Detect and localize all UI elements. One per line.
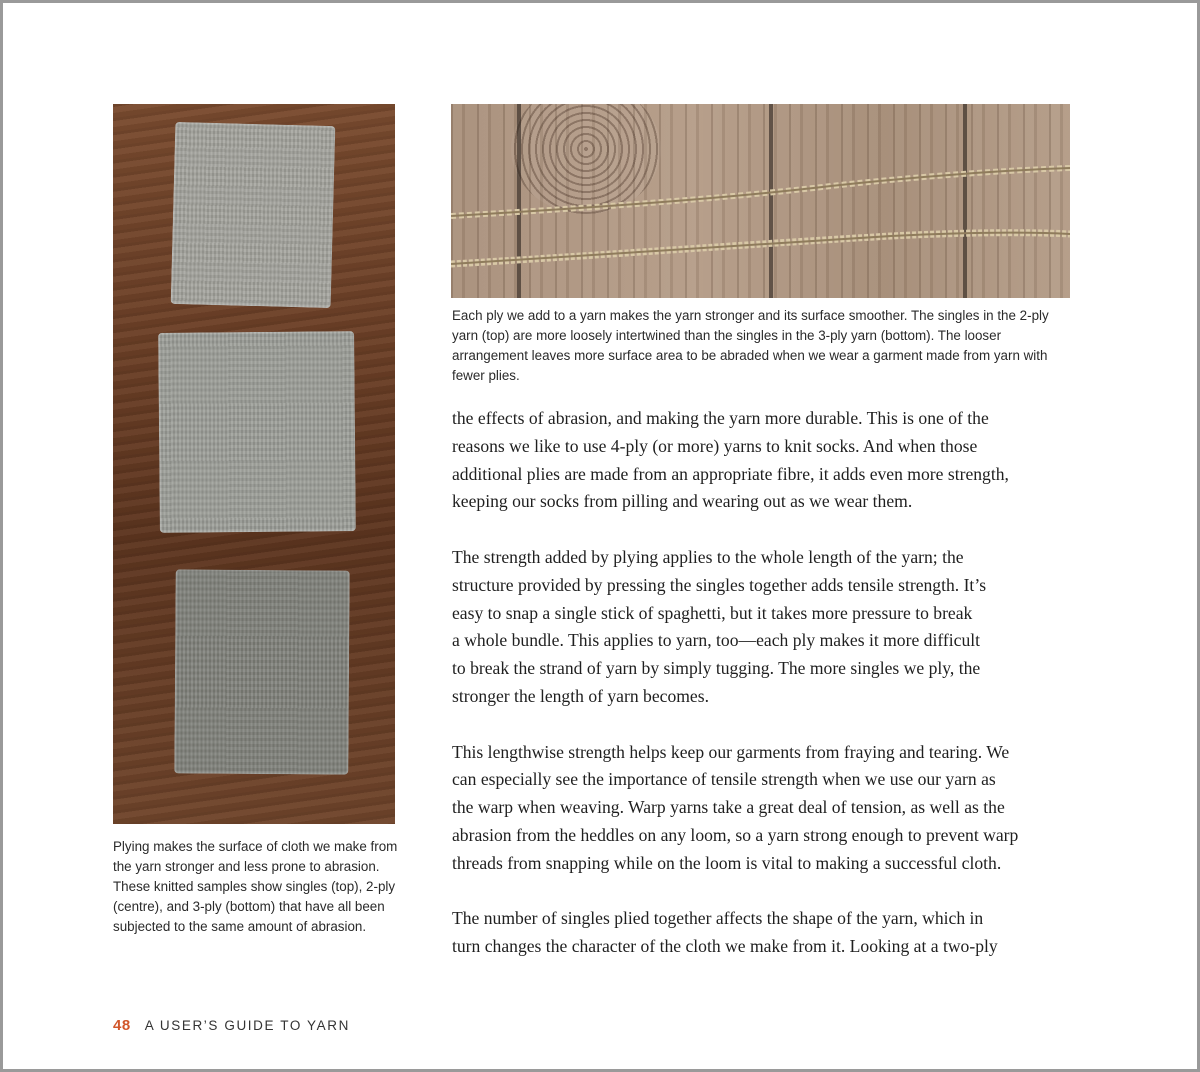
three-ply-yarn-strand xyxy=(451,233,1070,264)
body-line: abrasion from the heddles on any loom, so a yarn strong enough to prevent warp xyxy=(452,824,1019,845)
body-line: keeping our socks from pilling and wearing out as we wear them. xyxy=(452,491,913,512)
body-line: The strength added by plying applies to the whole length of the yarn; the xyxy=(452,546,964,567)
two-ply-swatch xyxy=(158,331,356,533)
body-line: additional plies are made from an appropriate fibre, it adds even more strength, xyxy=(452,463,1009,484)
body-line: The number of singles plied together affects the shape of the yarn, which in xyxy=(452,908,984,929)
two-ply-yarn-strand xyxy=(451,168,1070,216)
page-footer xyxy=(113,1017,350,1034)
top-figure-caption: Each ply we add to a yarn makes the yarn stronger and its surface smoother. The singles in the 2-ply yarn (top) are more loosely intertwined than the singles in the 3-ply yarn (bottom). The looser arrangement leaves more surface area to be abraded when we wear a garment made from yarn with fewer plies. xyxy=(452,308,1049,383)
running-title: A USER’S GUIDE TO YARN xyxy=(144,1018,350,1033)
singles-swatch xyxy=(171,122,336,308)
knitted-swatches-photo xyxy=(113,104,395,824)
body-line: stronger the length of yarn becomes. xyxy=(452,685,709,706)
left-figure-caption: Plying makes the surface of cloth we make from the yarn stronger and less prone to abrasion. These knitted samples show singles (top), 2-ply (centre), and 3-ply (bottom) that have all been subjected to the same amount of abrasion. xyxy=(113,839,398,934)
body-line: reasons we like to use 4-ply (or more) yarns to knit socks. And when those xyxy=(452,435,978,456)
yarn-on-wood-photo xyxy=(451,104,1070,298)
body-text xyxy=(452,405,1092,989)
body-paragraph xyxy=(452,405,1092,516)
two-ply-yarn-core xyxy=(451,168,1070,216)
body-paragraph xyxy=(452,544,1092,711)
body-line: can especially see the importance of tensile strength when we use our yarn as xyxy=(452,769,996,790)
body-line: easy to snap a single stick of spaghetti, but it takes more pressure to break xyxy=(452,602,973,623)
body-line: structure provided by pressing the singles together adds tensile strength. It’s xyxy=(452,574,987,595)
body-paragraph xyxy=(452,905,1092,961)
body-paragraph xyxy=(452,739,1092,878)
body-line: to break the strand of yarn by simply tugging. The more singles we ply, the xyxy=(452,658,981,679)
three-ply-swatch xyxy=(174,569,349,774)
page-number: 48 xyxy=(113,1017,131,1034)
body-line: This lengthwise strength helps keep our garments from fraying and tearing. We xyxy=(452,741,1010,762)
body-line: the effects of abrasion, and making the yarn more durable. This is one of the xyxy=(452,408,989,428)
body-line: turn changes the character of the cloth we make from it. Looking at a two-ply xyxy=(452,936,998,957)
body-line: a whole bundle. This applies to yarn, too—each ply makes it more difficult xyxy=(452,630,981,651)
body-line: threads from snapping while on the loom is vital to making a successful cloth. xyxy=(452,852,1002,873)
yarn-strands xyxy=(451,104,1070,298)
body-line: the warp when weaving. Warp yarns take a great deal of tension, as well as the xyxy=(452,797,1005,818)
